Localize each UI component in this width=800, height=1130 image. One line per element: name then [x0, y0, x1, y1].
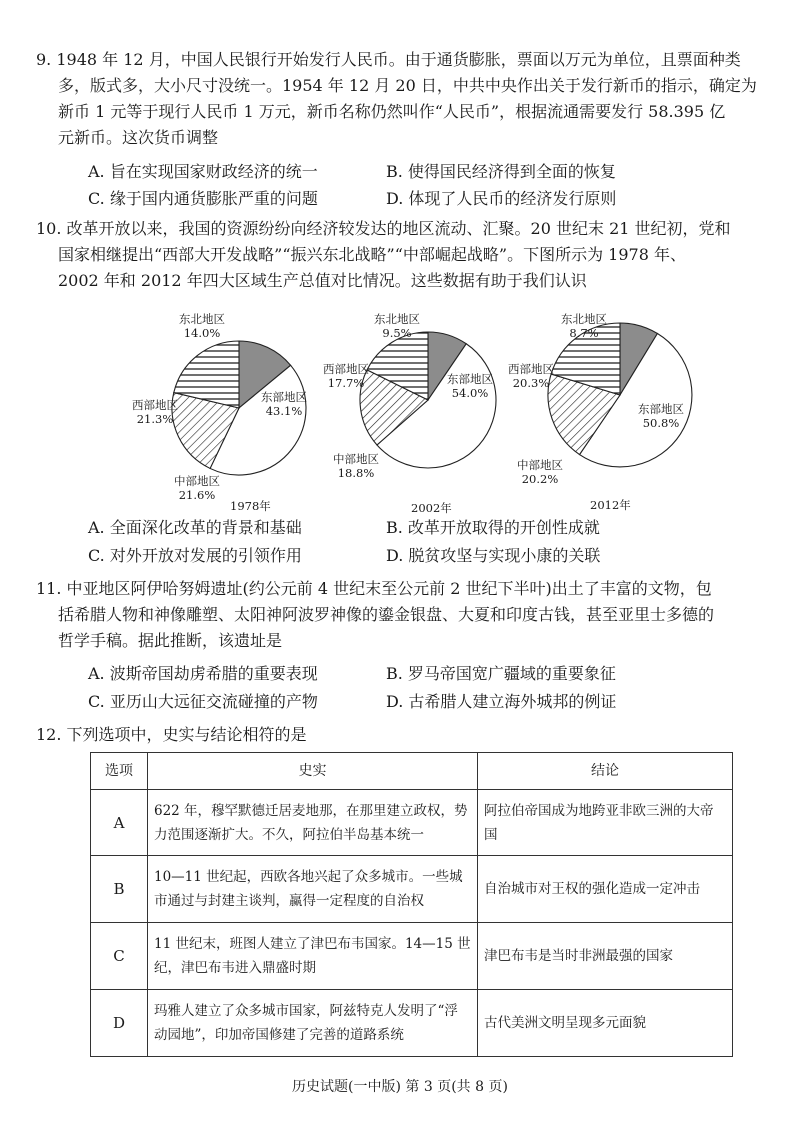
table-row [91, 923, 733, 990]
q12-table [90, 752, 733, 1057]
q9-option-c: C. 缘于国内通货膨胀严重的问题 [88, 189, 318, 208]
q12-stem: 12. 下列选项中，史实与结论相符的是 [36, 725, 307, 744]
q11-line-3: 哲学手稿。据此推断，该遗址是 [58, 631, 283, 650]
q10-line-3: 2002 年和 2012 年四大区域生产总值对比情况。这些数据有助于我们认识 [58, 271, 587, 290]
q9-line-2: 多，版式多，大小尺寸没统一。1954 年 12 月 20 日，中共中央作出关于发行新币的指示，确定为 [58, 76, 757, 95]
q10-option-d: D. 脱贫攻坚与实现小康的关联 [386, 546, 601, 565]
q9-line-1: 9. 1948 年 12 月，中国人民银行开始发行人民币。由于通货膨胀，票面以万元为单位，且票面种类 [36, 50, 741, 69]
table-row [91, 790, 733, 856]
pie-2-label-west [316, 362, 376, 390]
region-percent: 43.1% [265, 404, 303, 418]
region-name: 西部地区 [323, 362, 369, 376]
pie-1-label-west [125, 398, 185, 426]
region-percent: 9.5% [382, 326, 412, 340]
pie-3-year-label: 2012年 [590, 498, 631, 512]
q10-line-1: 10. 改革开放以来，我国的资源纷纷向经济较发达的地区流动、汇聚。20 世纪末 21 世纪初，党和 [36, 219, 731, 238]
region-name: 中部地区 [174, 474, 220, 488]
region-name: 中部地区 [517, 458, 563, 472]
q9-option-b: B. 使得国民经济得到全面的恢复 [386, 162, 616, 181]
row-conclusion: 阿拉伯帝国成为地跨亚非欧三洲的大帝国 [478, 790, 733, 856]
pie-2-label-northeast [367, 312, 427, 340]
page-footer: 历史试题(一中版) 第 3 页(共 8 页) [292, 1079, 508, 1095]
q11-line-1: 11. 中亚地区阿伊哈努姆遗址(约公元前 4 世纪末至公元前 2 世纪下半叶)出土了丰富的文物，包 [36, 579, 712, 598]
region-name: 东部地区 [261, 390, 307, 404]
region-name: 中部地区 [333, 452, 379, 466]
header-conclusion: 结论 [478, 753, 733, 790]
region-name: 东部地区 [447, 372, 493, 386]
q10-option-a: A. 全面深化改革的背景和基础 [88, 518, 302, 537]
region-percent: 8.7% [569, 326, 599, 340]
pie-3-label-central [510, 458, 570, 486]
region-name: 东北地区 [374, 312, 420, 326]
q10-line-2: 国家相继提出“西部大开发战略”“振兴东北战略”“中部崛起战略”。下图所示为 1978 年、 [58, 245, 686, 264]
row-option: D [91, 990, 148, 1057]
table-row [91, 990, 733, 1057]
region-name: 东北地区 [561, 312, 607, 326]
row-conclusion: 自治城市对王权的强化造成一定冲击 [478, 856, 733, 923]
region-percent: 20.2% [521, 472, 559, 486]
pie-3-label-east [631, 402, 691, 430]
region-percent: 21.6% [178, 488, 216, 502]
q11-option-c: C. 亚历山大远征交流碰撞的产物 [88, 692, 318, 711]
pie-1-year-label: 1978年 [230, 499, 271, 513]
row-fact: 11 世纪末，班图人建立了津巴布韦国家。14—15 世纪，津巴布韦进入鼎盛时期 [148, 923, 478, 990]
row-conclusion: 古代美洲文明呈现多元面貌 [478, 990, 733, 1057]
q9-line-3: 新币 1 元等于现行人民币 1 万元，新币名称仍然叫作“人民币”，根据流通需要发行 58.395 亿 [58, 102, 726, 121]
region-name: 西部地区 [132, 398, 178, 412]
table-header-row [91, 753, 733, 790]
region-percent: 14.0% [183, 326, 221, 340]
row-fact: 玛雅人建立了众多城市国家，阿兹特克人发明了“浮动园地”，印加帝国修建了完善的道路系统 [148, 990, 478, 1057]
q11-option-d: D. 古希腊人建立海外城邦的例证 [386, 692, 617, 711]
pie-2-year-label: 2002年 [411, 501, 452, 515]
header-option: 选项 [91, 753, 148, 790]
q9-option-a: A. 旨在实现国家财政经济的统一 [88, 162, 318, 181]
region-percent: 50.8% [642, 416, 680, 430]
row-option: B [91, 856, 148, 923]
q9-line-4: 元新币。这次货币调整 [58, 128, 219, 147]
region-name: 西部地区 [508, 362, 554, 376]
row-option: C [91, 923, 148, 990]
region-percent: 21.3% [136, 412, 174, 426]
pie-3-label-west [501, 362, 561, 390]
table-row [91, 856, 733, 923]
pie-1-label-central [167, 474, 227, 502]
region-name: 东北地区 [179, 312, 225, 326]
q9-option-d: D. 体现了人民币的经济发行原则 [386, 189, 617, 208]
region-percent: 20.3% [512, 376, 550, 390]
q11-line-2: 括希腊人物和神像雕塑、太阳神阿波罗神像的鎏金银盘、大夏和印度古钱，甚至亚里士多德的 [58, 605, 715, 624]
row-conclusion: 津巴布韦是当时非洲最强的国家 [478, 923, 733, 990]
header-fact: 史实 [148, 753, 478, 790]
pie-2-label-central [326, 452, 386, 480]
region-name: 东部地区 [638, 402, 684, 416]
row-fact: 10—11 世纪起，西欧各地兴起了众多城市。一些城市通过与封建主谈判，赢得一定程度的自治权 [148, 856, 478, 923]
pie-3-label-northeast [554, 312, 614, 340]
q10-option-b: B. 改革开放取得的开创性成就 [386, 518, 600, 537]
q11-option-a: A. 波斯帝国劫虏希腊的重要表现 [88, 664, 318, 683]
q11-option-b: B. 罗马帝国宽广疆域的重要象征 [386, 664, 616, 683]
q10-option-c: C. 对外开放对发展的引领作用 [88, 546, 302, 565]
region-percent: 54.0% [451, 386, 489, 400]
region-percent: 18.8% [337, 466, 375, 480]
pie-1-label-northeast [172, 312, 232, 340]
row-option: A [91, 790, 148, 856]
pie-2-label-east [440, 372, 500, 400]
region-percent: 17.7% [327, 376, 365, 390]
pie-1-label-east [254, 390, 314, 418]
row-fact: 622 年，穆罕默德迁居麦地那，在那里建立政权，势力范围逐渐扩大。不久，阿拉伯半岛基本统一 [148, 790, 478, 856]
